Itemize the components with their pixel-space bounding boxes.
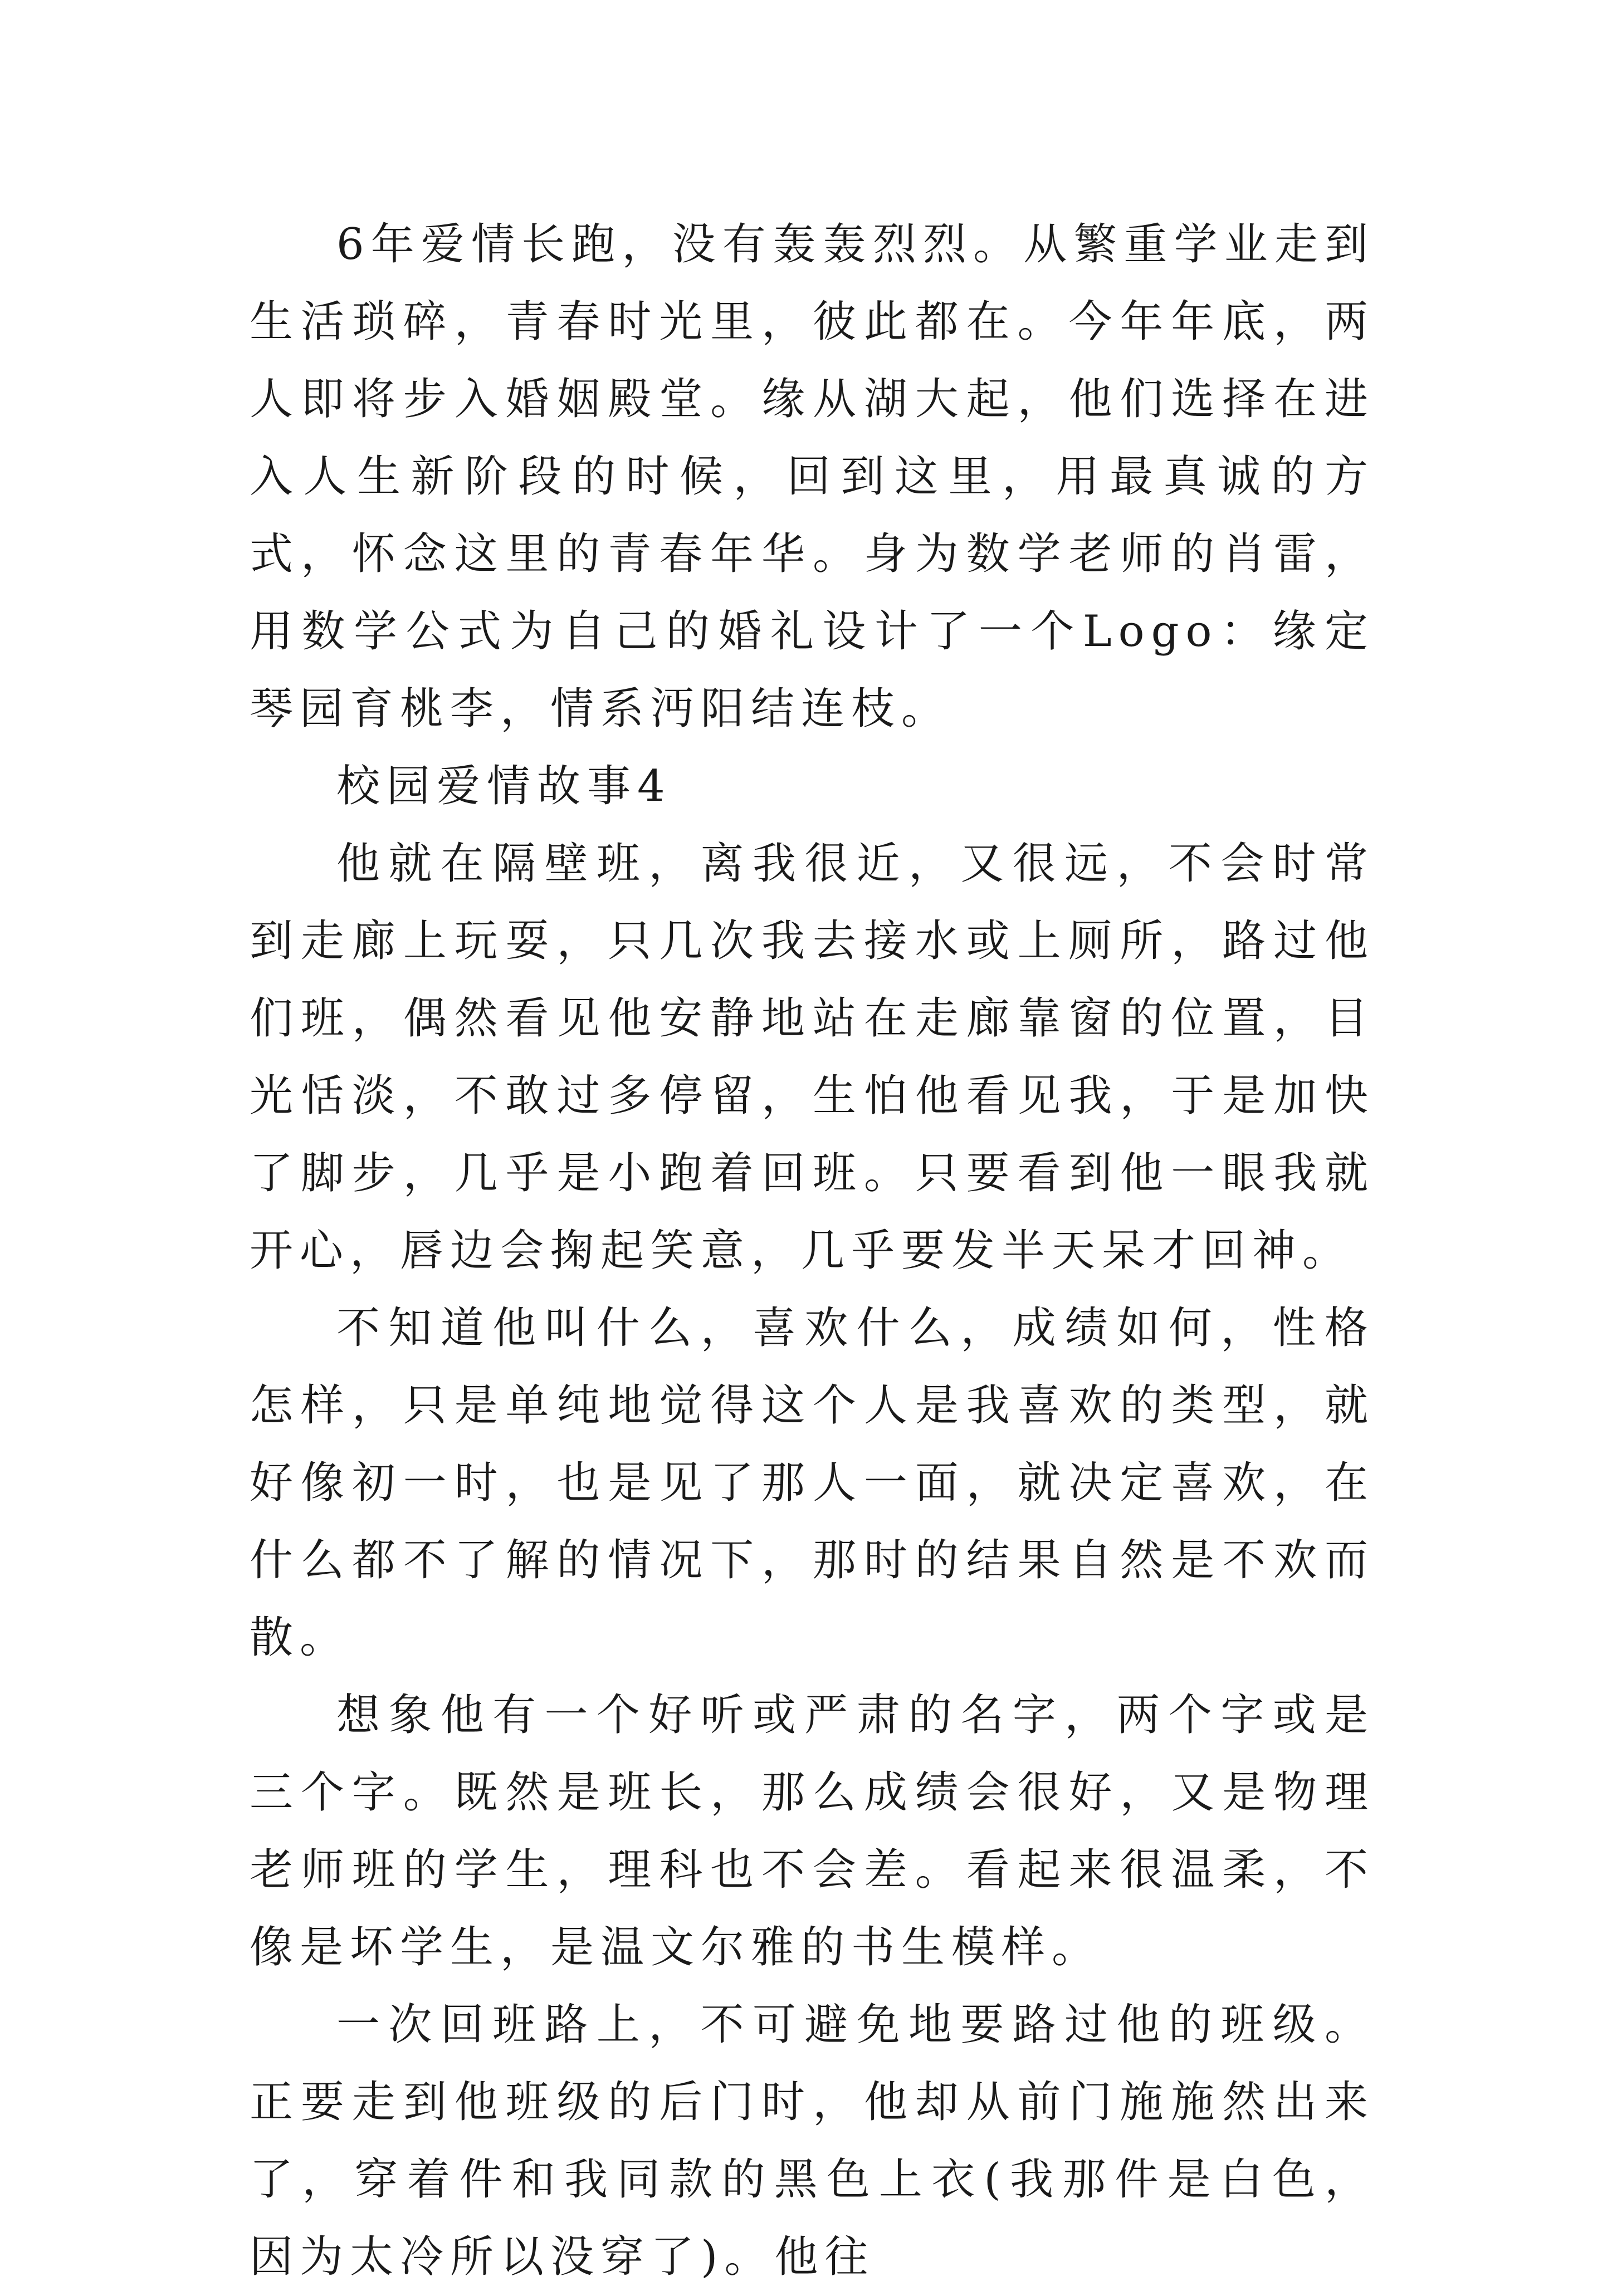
paragraph-imagine: 想象他有一个好听或严肃的名字，两个字或是三个字。既然是班长，那么成绩会很好，又是物理老师班的学生，理科也不会差。看起来很温柔，不像是坏学生，是温文尔雅的书生模样。 xyxy=(250,1690,1375,1972)
paragraph-wedding: 6年爱情长跑，没有轰轰烈烈。从繁重学业走到生活琐碎，青春时光里，彼此都在。今年年底，两人即将步入婚姻殿堂。缘从湖大起，他们选择在进入人生新阶段的时候，回到这里，用最真诚的方式，怀念这里的青春年华。身为数学老师的肖雷，用数学公式为自己的婚礼设计了一个Logo：缘定琴园育桃李，情系沔阳结连枝。 xyxy=(250,219,1375,734)
paragraph-dont-know: 不知道他叫什么，喜欢什么，成绩如何，性格怎样，只是单纯地觉得这个人是我喜欢的类型，就好像初一时，也是见了那人一面，就决定喜欢，在什么都不了解的情况下，那时的结果自然是不欢而散。 xyxy=(250,1303,1375,1663)
section-heading: 校园爱情故事4 xyxy=(336,761,672,811)
document-body xyxy=(250,206,1375,2296)
paragraph-walk-back: 一次回班路上，不可避免地要路过他的班级。正要走到他班级的后门时，他却从前门施施然出来了，穿着件和我同款的黑色上衣(我那件是白色，因为太冷所以没穿了)。他往 xyxy=(250,2000,1375,2282)
paragraph-next-class: 他就在隔壁班，离我很近，又很远，不会时常到走廊上玩耍，只几次我去接水或上厕所，路过他们班，偶然看见他安静地站在走廊靠窗的位置，目光恬淡，不敢过多停留，生怕他看见我，于是加快了脚步，几乎是小跑着回班。只要看到他一眼我就开心，唇边会掬起笑意，几乎要发半天呆才回神。 xyxy=(250,839,1375,1276)
